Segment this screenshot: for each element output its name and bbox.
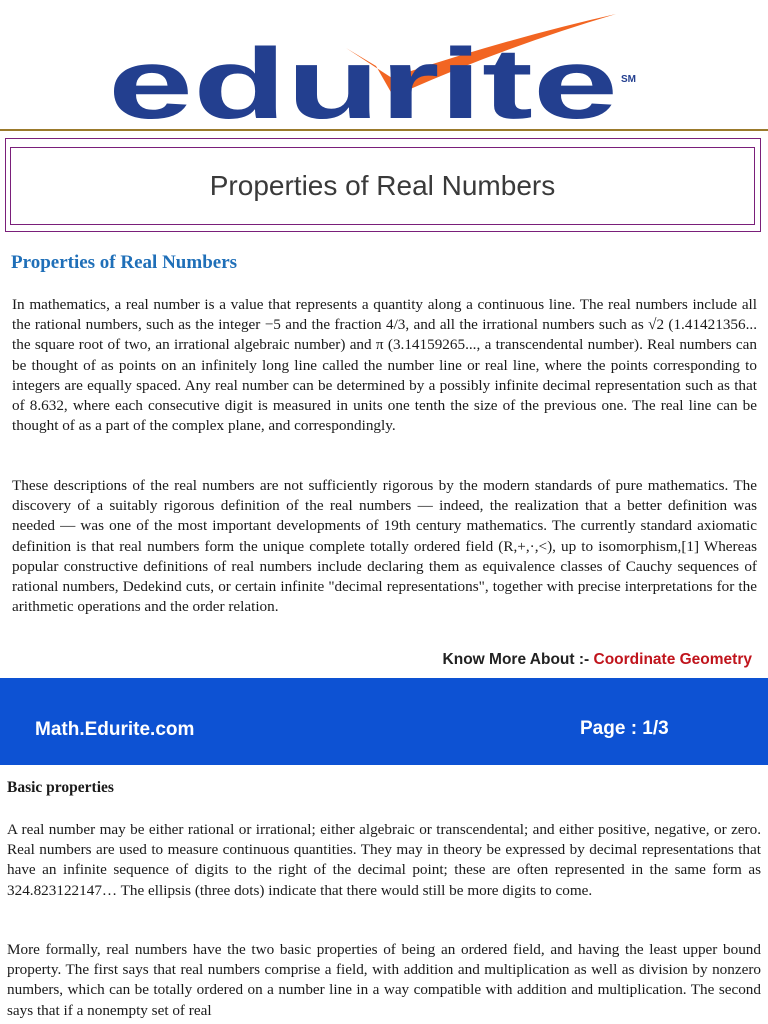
page-title: Properties of Real Numbers (209, 170, 556, 201)
know-more-line (443, 651, 752, 669)
header-divider (0, 129, 768, 131)
coordinate-geometry-link[interactable]: Coordinate Geometry (593, 651, 752, 668)
paragraph-formal: More formally, real numbers have the two basic properties of being an ordered field, and having the least upper bound property. The first says that real numbers comprise a field, with addition and multiplication as well as division by nonzero numbers, which can be totally ordered on a number line in a way compatible with addition and multiplication. The second says that if a nonempty set of real (7, 941, 761, 1019)
logo-wordmark: edurite (108, 28, 618, 126)
paragraph-basic: A real number may be either rational or irrational; either algebraic or transcendental; and either positive, negative, or zero. Real numbers are used to measure continuous quantities. They may in theory be expressed by decimal representations that have an infinite sequence of digits to the right of the decimal point; these are often represented in the same form as 324.823122147… The ellipsis (three dots) indicate that there would still be more digits to come. (7, 821, 761, 899)
paragraph-definition: These descriptions of the real numbers are not sufficiently rigorous by the modern standards of pure mathematics. The discovery of a suitably rigorous definition of the real numbers — indeed, the realization that a better definition was needed — was one of the most important developments of 19th century mathematics. The currently standard axiomatic definition is that real numbers form the unique complete totally ordered field (R,+,·,<), up to isomorphism,[1] Whereas popular constructive definitions of real numbers include declaring them as equivalence classes of Cauchy sequences of rational numbers, Dedekind cuts, or certain infinite "decimal representations", together with precise interpretations for the arithmetic operations and the order relation. (12, 477, 757, 616)
section-heading: Properties of Real Numbers (11, 252, 238, 273)
site-name[interactable]: Math.Edurite.com (35, 719, 195, 740)
header (0, 0, 768, 130)
title-frame (10, 147, 755, 225)
edurite-logo (108, 6, 648, 126)
logo-service-mark: SM (621, 74, 636, 85)
paragraph-intro: In mathematics, a real number is a value that represents a quantity along a continuous line. The real numbers include all the rational numbers, such as the integer −5 and the fraction 4/3, and all the irrational numbers such as √2 (1.41421356... the square root of two, an irrational algebraic number) and π (3.14159265..., a transcendental number). Real numbers can be thought of as points on an infinitely long line called the number line or real line, where the points corresponding to integers are equally spaced. Any real number can be determined by a possibly infinite decimal representation such as that of 8.632, where each consecutive digit is measured in units one tenth the size of the previous one. The real line can be thought of as a part of the complex plane, and correspondingly. (12, 296, 757, 435)
basic-properties-heading: Basic properties (7, 779, 114, 796)
know-more-label: Know More About :- (442, 651, 590, 668)
page-indicator: Page : 1/3 (580, 718, 669, 739)
